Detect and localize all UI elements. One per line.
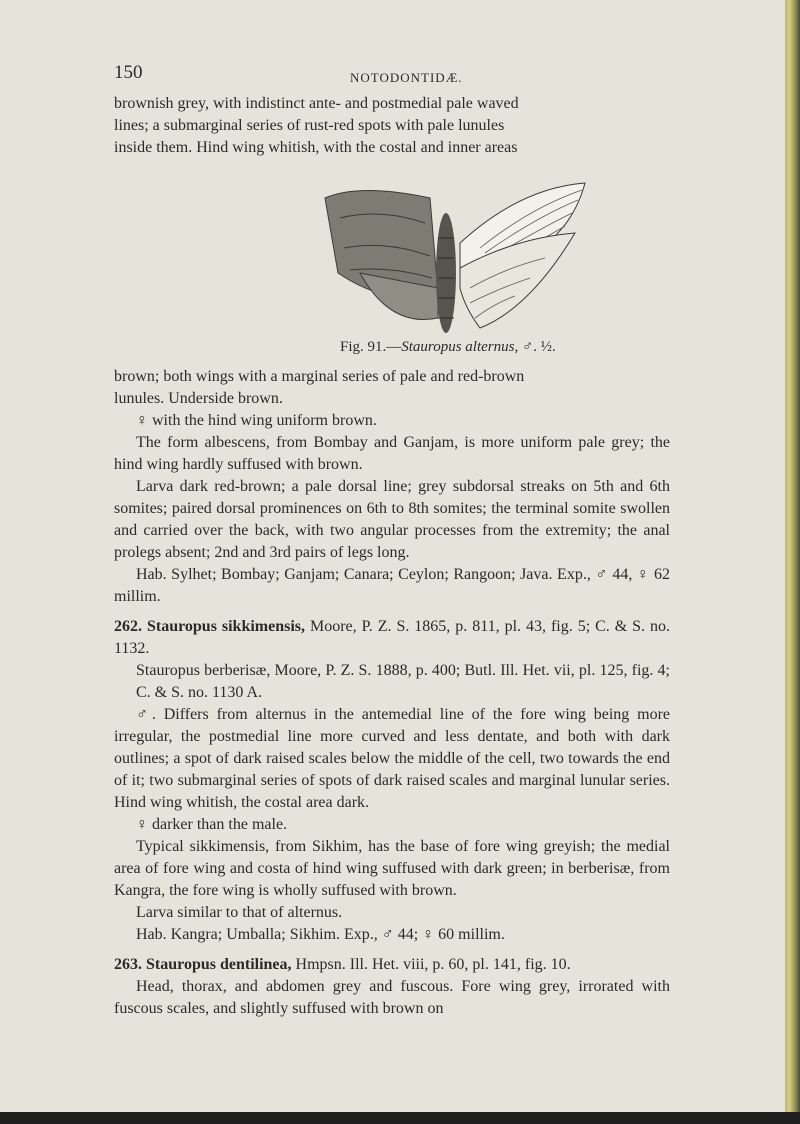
entry-reference: Moore, P. Z. S. 1865, p. 811, pl. 43, fig. 5; C. & S. no. 1132. bbox=[114, 618, 670, 657]
intro-line: inside them. Hind wing whitish, with the costal and inner areas bbox=[114, 139, 518, 156]
paragraph: Larva similar to that of alternus. bbox=[136, 904, 343, 921]
entry-heading: 263. Stauropus dentilinea, bbox=[114, 956, 292, 973]
caption-suffix: ♂. ½. bbox=[521, 339, 556, 355]
paragraph: The form albescens, from Bombay and Ganjam, is more uniform pale grey; the hind wing hardly suffused with brown. bbox=[114, 434, 670, 473]
book-edge bbox=[785, 0, 800, 1124]
caption-label: Fig. 91.— bbox=[340, 339, 402, 355]
paragraph: Larva dark red-brown; a pale dorsal line; grey subdorsal streaks on 5th and 6th somites; paired dorsal prominences on 6th to 8th somites; the terminal somite swollen and carried over the back, with two angular processes from the extremity; the anal prolegs absent; 2nd and 3rd pairs of legs long. bbox=[114, 478, 670, 561]
paragraph: ♀ darker than the male. bbox=[136, 816, 288, 833]
paragraph: Typical sikkimensis, from Sikhim, has the base of fore wing greyish; the medial area of fore wing and costa of hind wing suffused with dark green; in berberisæ, from Kangra, the fore wing is wholly suffused with brown. bbox=[114, 838, 670, 899]
figure-caption bbox=[340, 339, 556, 356]
paragraph: ♀ with the hind wing uniform brown. bbox=[136, 412, 377, 429]
entry-synonym: Stauropus berberisæ, Moore, P. Z. S. 1888, p. 400; Butl. Ill. Het. vii, pl. 125, fig. 4; C. & S. no. 1130 A. bbox=[136, 662, 670, 701]
para-line: lunules. Underside brown. bbox=[114, 390, 283, 407]
paragraph: ♂. Differs from alternus in the antemedial line of the fore wing being more irregular, the postmedial line more curved and less dentate, and both with dark outlines; a spot of dark raised scales below the middle of the cell, two towards the end of it; two submarginal series of spots of dark raised scales and marginal lunular series. Hind wing whitish, the costal area dark. bbox=[114, 706, 670, 811]
species-entry-263 bbox=[114, 954, 670, 976]
page-number: 150 bbox=[114, 62, 143, 83]
caption-species: Stauropus alternus, bbox=[401, 339, 519, 355]
scan-border bbox=[0, 1112, 800, 1124]
running-head: NOTODONTIDÆ. bbox=[350, 70, 463, 85]
page-header bbox=[0, 62, 785, 92]
intro-line: lines; a submarginal series of rust-red spots with pale lunules bbox=[114, 117, 505, 134]
paragraph: Hab. Sylhet; Bombay; Ganjam; Canara; Ceylon; Rangoon; Java. Exp., ♂ 44, ♀ 62 millim. bbox=[114, 566, 670, 605]
moth-figure bbox=[320, 178, 650, 348]
species-entry-262 bbox=[114, 616, 670, 660]
body-text bbox=[114, 366, 670, 1020]
entry-heading: 262. Stauropus sikkimensis, bbox=[114, 618, 306, 635]
paragraph: Head, thorax, and abdomen grey and fuscous. Fore wing grey, irrorated with fuscous scales, and slightly suffused with brown on bbox=[114, 978, 670, 1017]
para-line: brown; both wings with a marginal series of pale and red-brown bbox=[114, 368, 525, 385]
paragraph: Hab. Kangra; Umballa; Sikhim. Exp., ♂ 44; ♀ 60 millim. bbox=[136, 926, 505, 943]
intro-line: brownish grey, with indistinct ante- and postmedial pale waved bbox=[114, 95, 519, 112]
entry-reference: Hmpsn. Ill. Het. viii, p. 60, pl. 141, fig. 10. bbox=[295, 956, 571, 973]
intro-text bbox=[114, 93, 670, 159]
